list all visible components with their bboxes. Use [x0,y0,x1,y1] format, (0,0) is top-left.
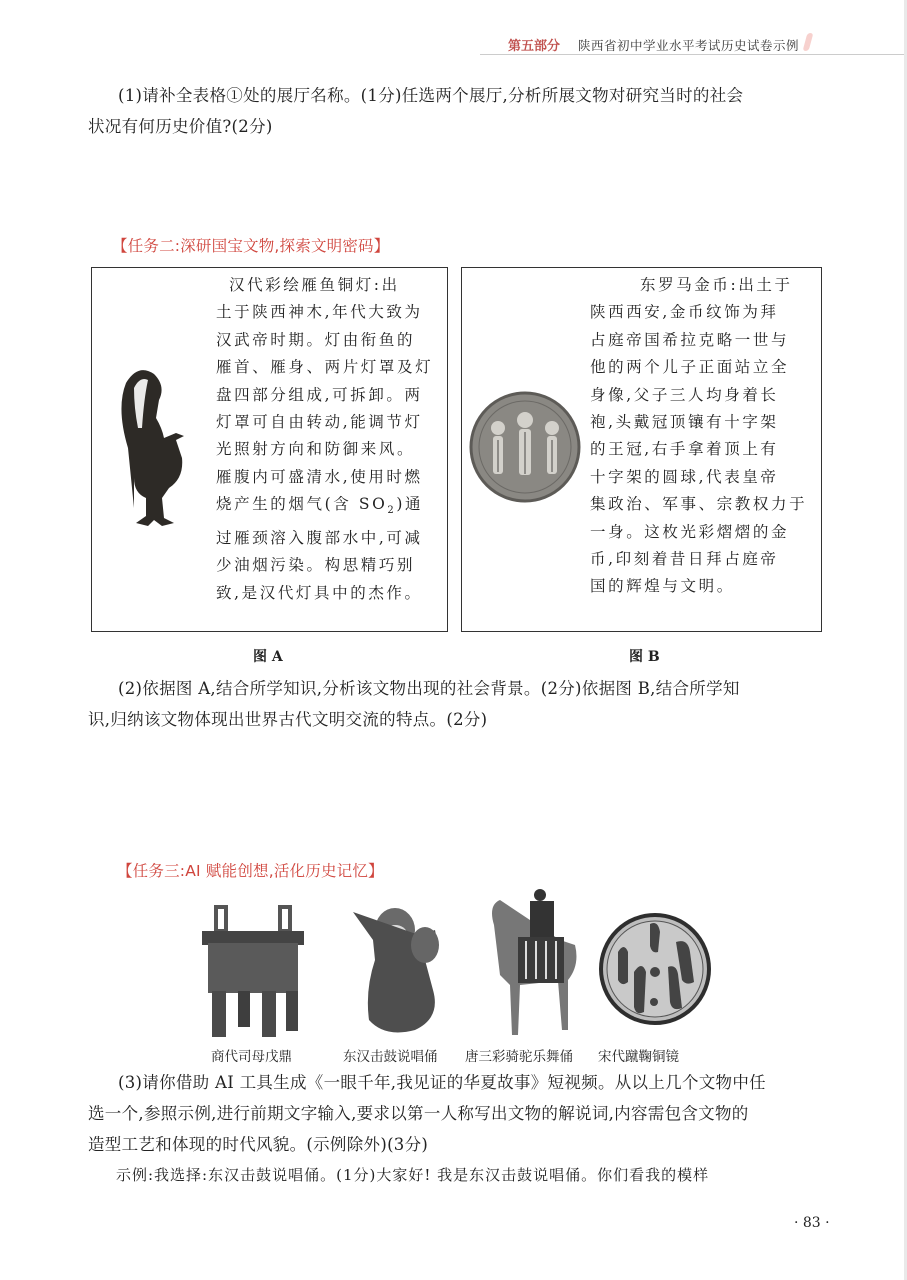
figure-a-line: 灯罩可自由转动,能调节灯 [216,413,423,432]
so2-subscript: 2 [387,505,397,517]
so2-tail: )通 [396,495,424,514]
figure-b-line: 十字架的圆球,代表皇帝 [590,467,779,486]
figure-a-line: 汉代彩绘雁鱼铜灯:出 [229,276,400,294]
header-title: 陕西省初中学业水平考试历史试卷示例 [578,38,800,53]
question-3-line-1: (3)请你借助 AI 工具生成《一眼千年,我见证的华夏故事》短视频。从以上几个文物中任 [118,1073,766,1092]
relic-caption: 商代司母戊鼎 [211,1049,292,1065]
so2-text: 烧产生的烟气(含 SO [216,495,388,514]
page-number: · 83 · [794,1215,830,1231]
figure-b-line: 身像,父子三人均身着长 [590,385,779,404]
question-1-line-2: 状况有何历史价值?(2分) [88,117,273,136]
ding-image [198,903,308,1038]
goose-lamp-image [104,358,204,538]
example-text: 示例:我选择:东汉击鼓说唱俑。(1分)大家好! 我是东汉击鼓说唱俑。你们看我的模样 [116,1166,710,1184]
figure-b-line: 陕西西安,金币纹饰为拜 [590,303,779,322]
question-3 [88,1067,858,1160]
question-2-line-1: (2)依据图 A,结合所学知识,分析该文物出现的社会背景。(2分)依据图 B,结合所学知 [118,679,740,698]
bronze-mirror-image [598,912,712,1026]
figure-a-line: 雁首、雁身、两片灯罩及灯 [216,358,434,377]
question-2-line-2: 识,归纳该文物体现出世界古代文明交流的特点。(2分) [88,710,488,729]
figure-a-line: 汉武帝时期。灯由衔鱼的 [216,330,416,349]
figure-b-line: 东罗马金币:出土于 [640,276,793,294]
header-part-label: 第五部分 [508,39,561,54]
figure-b-line: 袍,头戴冠顶镶有十字架 [590,413,779,432]
figure-a-line: 雁腹内可盛清水,使用时燃 [216,467,423,486]
figure-b-caption: 图 B [629,649,660,665]
question-3-line-2: 选一个,参照示例,进行前期文字输入,要求以第一人称写出文物的解说词,内容需包含文物的 [88,1104,749,1123]
question-3-line-3: 造型工艺和体现的时代风貌。(示例除外)(3分) [88,1135,429,1154]
question-1 [88,80,848,142]
figure-a-caption: 图 A [253,649,283,665]
figure-a-line: 致,是汉代灯具中的杰作。 [216,583,423,602]
header-rule [480,54,907,55]
gold-coin-image [468,390,582,504]
relic-caption: 东汉击鼓说唱俑 [343,1049,438,1065]
figure-b-line: 国的辉煌与文明。 [590,577,735,596]
figure-b-line: 他的两个儿子正面站立全 [590,358,790,377]
figure-a-line [216,491,444,525]
question-1-line-1: (1)请补全表格①处的展厅名称。(1分)任选两个展厅,分析所展文物对研究当时的社会 [118,86,744,105]
figure-b-line: 集政治、军事、宗教权力于 [590,495,808,514]
figure-a-line: 土于陕西神木,年代大致为 [216,303,423,322]
relic-caption: 宋代蹴鞠铜镜 [598,1049,679,1065]
figure-a-line: 光照射方向和防御来风。 [216,440,416,459]
figure-b-line: 的王冠,右手拿着顶上有 [590,440,779,459]
figure-b-box [461,267,822,632]
figure-b-line: 币,印刻着昔日拜占庭帝 [590,550,779,569]
question-2 [88,673,858,735]
figure-a-description [216,272,444,607]
figure-a-line: 少油烟污染。构思精巧别 [216,556,416,575]
figure-b-description [590,272,818,601]
figure-a-line: 过雁颈溶入腹部水中,可减 [216,528,423,547]
camel-figurine-image [480,885,590,1040]
task-2-heading: 【任务二:深研国宝文物,探索文明密码】 [112,237,390,255]
header-tab-decoration [803,33,814,51]
storyteller-figurine-image [345,900,445,1040]
figure-a-box [91,267,448,632]
figure-b-line: 占庭帝国希拉克略一世与 [590,330,790,349]
task-3-heading: 【任务三:AI 赋能创想,活化历史记忆】 [117,862,384,880]
relic-caption: 唐三彩骑驼乐舞俑 [465,1049,573,1065]
figure-a-line: 盘四部分组成,可拆卸。两 [216,385,423,404]
figure-b-line: 一身。这枚光彩熠熠的金 [590,522,790,541]
running-header [480,33,907,55]
